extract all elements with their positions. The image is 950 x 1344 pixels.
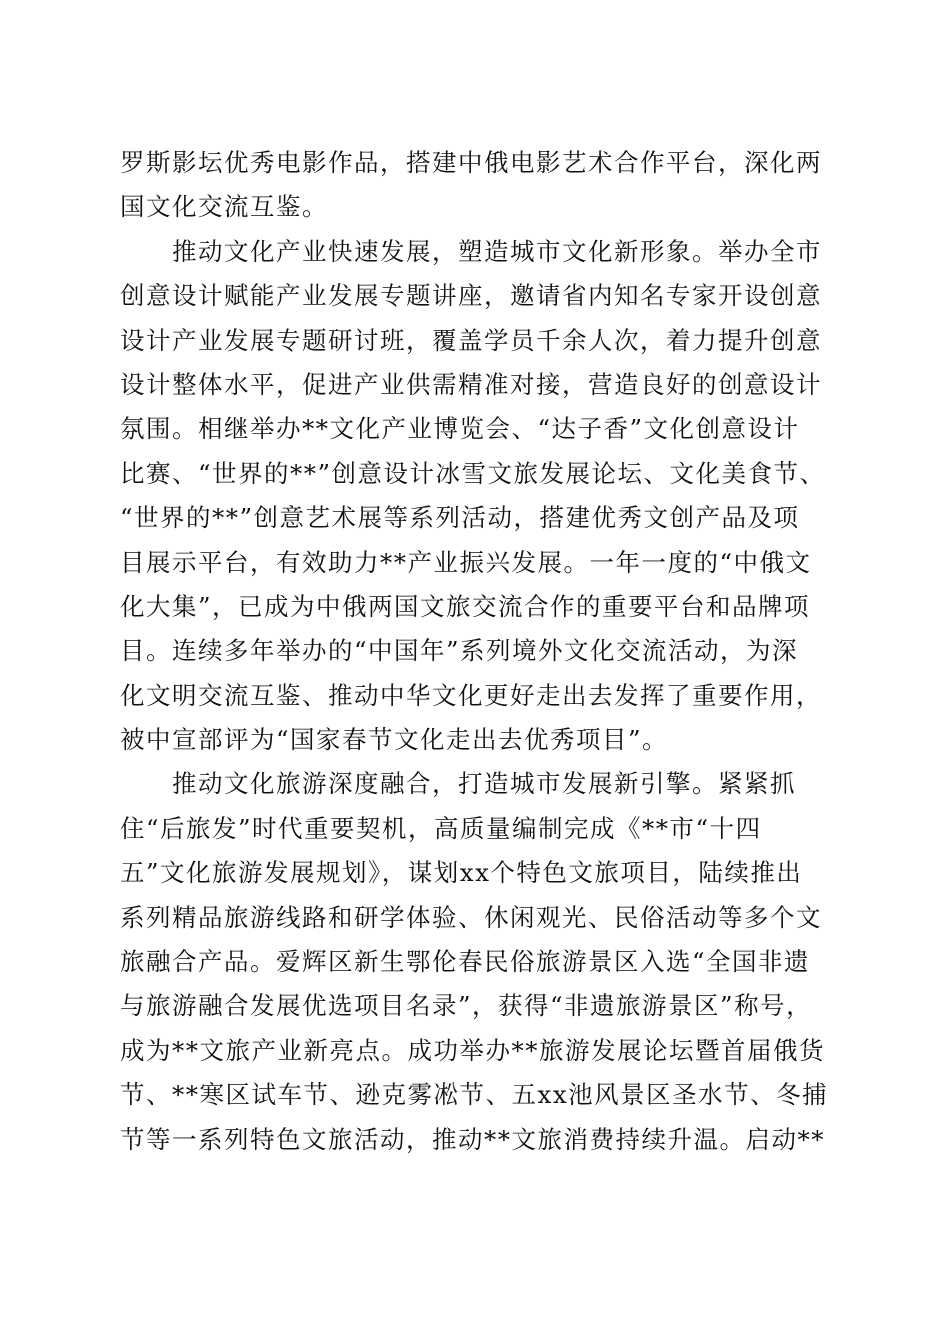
text-line: 被中宣部评为“国家春节文化走出去优秀项目”。 (120, 725, 669, 755)
text-line: 节、**寒区试车节、逊克雾凇节、五xx池风景区圣水节、冬捕 (120, 1080, 829, 1110)
text-line: 化大集”，已成为中俄两国文旅交流合作的重要平台和品牌项 (120, 591, 811, 621)
text-line: 成为**文旅产业新亮点。成功举办**旅游发展论坛暨首届俄货 (120, 1035, 825, 1065)
text-line: 五”文化旅游发展规划》，谋划xx个特色文旅项目，陆续推出 (120, 858, 803, 888)
text-line: 国文化交流互鉴。 (120, 192, 328, 222)
text-line: 住“后旅发”时代重要契机，高质量编制完成《**市“十四 (120, 813, 762, 843)
text-line: 罗斯影坛优秀电影作品，搭建中俄电影艺术合作平台，深化两 (120, 148, 822, 177)
text-line: 系列精品旅游线路和研学体验、休闲观光、民俗活动等多个文 (120, 902, 822, 932)
text-line: 比赛、“世界的**”创意设计冰雪文旅发展论坛、文化美食节、 (120, 458, 826, 488)
text-line: 创意设计赋能产业发展专题讲座，邀请省内知名专家开设创意 (120, 281, 822, 311)
text-line: 节等一系列特色文旅活动，推动**文旅消费持续升温。启动** (120, 1124, 825, 1154)
text-line: 旅融合产品。爱辉区新生鄂伦春民俗旅游景区入选“全国非遗 (120, 947, 811, 977)
text-line: 与旅游融合发展优选项目名录”，获得“非遗旅游景区”称号， (120, 991, 813, 1021)
document-body (120, 141, 840, 1162)
text-line: 化文明交流互鉴、推动中华文化更好走出去发挥了重要作用， (120, 680, 822, 710)
text-line: 氛围。相继举办**文化产业博览会、“达子香”文化创意设计 (120, 414, 800, 444)
text-line: 设计整体水平，促进产业供需精准对接，营造良好的创意设计 (120, 369, 822, 399)
text-line: 目。连续多年举办的“中国年”系列境外文化交流活动，为深 (120, 636, 799, 666)
paragraph-start-line: 推动文化旅游深度融合，打造城市发展新引擎。紧紧抓 (172, 769, 796, 799)
text-line: “世界的**”创意艺术展等系列活动，搭建优秀文创产品及项 (120, 503, 800, 533)
text-line: 目展示平台，有效助力**产业振兴发展。一年一度的“中俄文 (120, 547, 812, 577)
text-line: 设计产业发展专题研讨班，覆盖学员千余人次，着力提升创意 (120, 325, 822, 355)
paragraph-start-line: 推动文化产业快速发展，塑造城市文化新形象。举办全市 (172, 236, 822, 266)
